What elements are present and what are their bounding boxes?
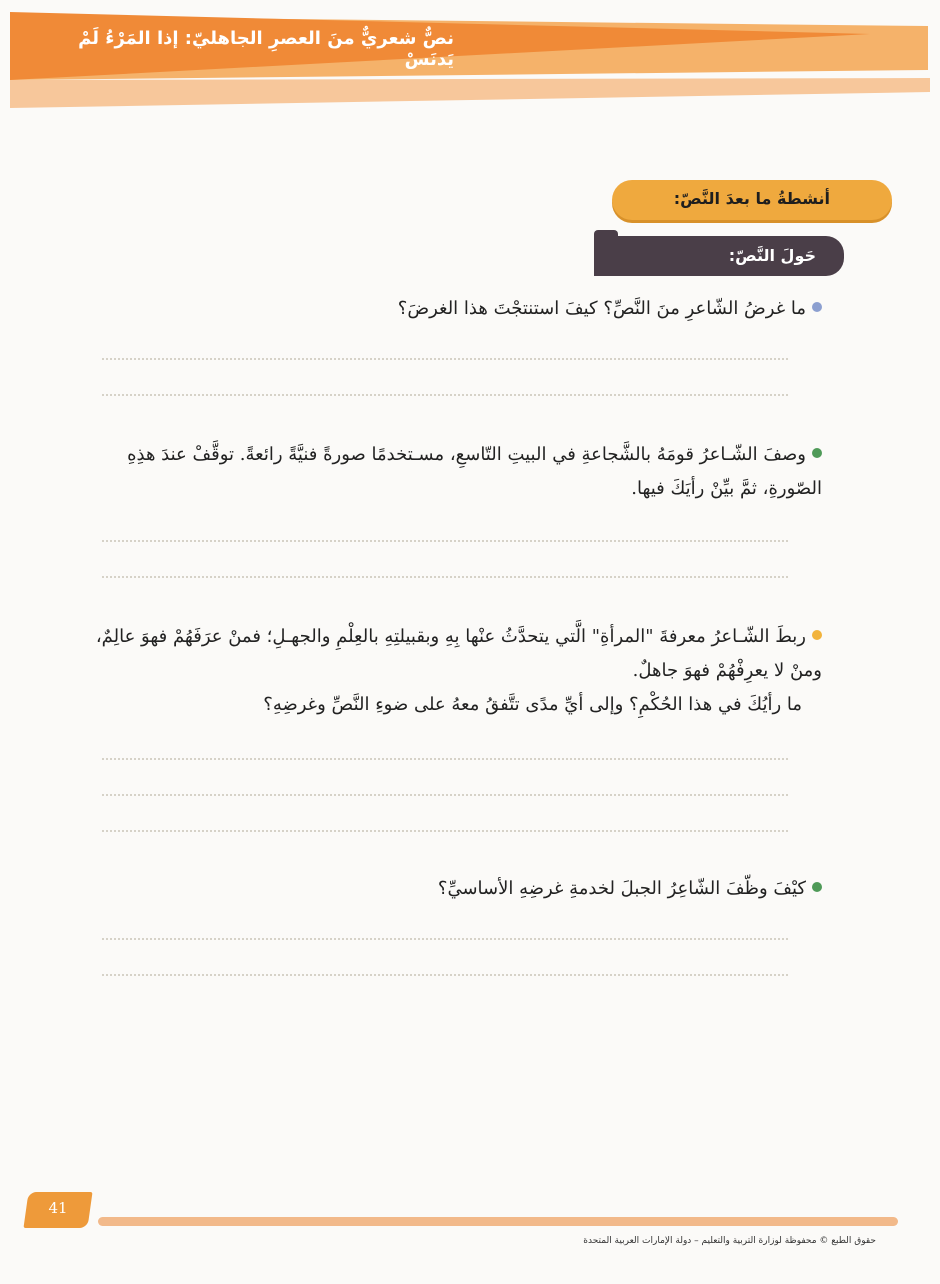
bullet-icon <box>812 882 822 892</box>
question-1-text: ما غرضُ الشّاعرِ منَ النَّصِّ؟ كيفَ استنتجْتَ هذا الغرضَ؟ <box>397 298 806 319</box>
page-title: نصٌّ شعريٌّ منَ العصرِ الجاهليّ: إذا المَرْءُ لَمْ يَدنَسْ <box>78 28 454 70</box>
page-number: 41 <box>48 1199 68 1217</box>
about-text-badge <box>594 236 844 276</box>
question-2 <box>82 438 822 506</box>
answer-line[interactable] <box>102 794 788 796</box>
answer-line[interactable] <box>102 576 788 578</box>
question-1 <box>122 292 822 326</box>
question-3 <box>82 620 822 688</box>
question-3-followup <box>102 688 802 722</box>
post-text-activities-badge <box>612 180 892 220</box>
bullet-icon <box>812 448 822 458</box>
answer-line[interactable] <box>102 358 788 360</box>
bullet-icon <box>812 302 822 312</box>
question-2-text: وصفَ الشّـاعرُ قومَهُ بالشَّجاعةِ في البيتِ التّاسعِ، مسـتخدمًا صورةً فنيَّةً رائعةً. توقَّفْ عندَ هذِهِ الصّورةِ، ثمَّ بيِّنْ رأيَكَ فيها. <box>127 444 822 499</box>
question-4 <box>122 872 822 906</box>
footer-bar <box>98 1217 898 1226</box>
question-3-followup-text: ما رأيُكَ في هذا الحُكْمِ؟ وإلى أيِّ مدًى تتَّفقُ معهُ على ضوءِ النَّصِّ وغرضِهِ؟ <box>263 694 802 715</box>
question-3-text: ربطَ الشّـاعرُ معرفةَ "المرأةِ" الَّتي يتحدَّثُ عنْها بِهِ وبقبيلتِهِ بالعِلْمِ والجهـلِ؛ فمنْ عرَفَهُمْ فهوَ عالِمٌ، ومنْ لا يعرِفْهُمْ فهوَ جاهلٌ. <box>95 626 822 681</box>
answer-line[interactable] <box>102 830 788 832</box>
about-text-label: حَولَ النَّصّ: <box>728 246 816 265</box>
copyright-notice: حقوق الطبع © محفوظة لوزارة التربية والتعليم – دولة الإمارات العربية المتحدة <box>583 1236 876 1246</box>
bullet-icon <box>812 630 822 640</box>
answer-line[interactable] <box>102 938 788 940</box>
answer-line[interactable] <box>102 394 788 396</box>
answer-line[interactable] <box>102 974 788 976</box>
question-4-text: كيْفَ وظّفَ الشّاعِرُ الجبلَ لخدمةِ غرضِهِ الأساسيِّ؟ <box>437 878 806 899</box>
answer-line[interactable] <box>102 540 788 542</box>
answer-line[interactable] <box>102 758 788 760</box>
post-text-activities-label: أنشطةُ ما بعدَ النَّصّ: <box>673 189 830 208</box>
